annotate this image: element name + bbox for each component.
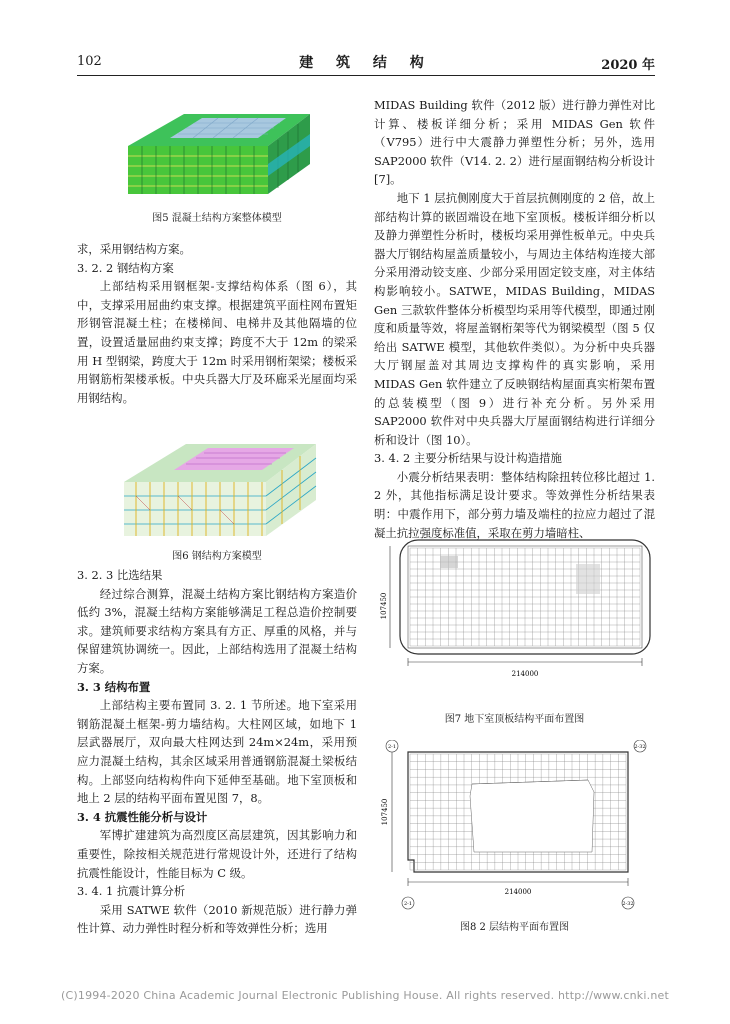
figure-8-dim-v: 107450 [381,798,389,826]
figure-8-floor-2-plan [378,740,656,912]
figure-7-caption: 图7 地下室顶板结构平面布置图 [444,714,585,725]
section-heading-3-4: 3. 4 抗震性能分析与设计 [77,809,208,824]
figure-8-caption: 图8 2 层结构平面布置图 [459,922,570,933]
paragraph: 经过综合测算，混凝土结构方案比钢结构方案造价低约 3%，混凝土结构方案能够满足工程总造价控制要求。建筑师要求结构方案具有方正、厚重的风格，并与保留建筑协调统一。因此，上部结构选用了混凝土结构方案。 [77,586,357,675]
section-heading-3-2-2: 3. 2. 2 钢结构方案 [77,260,174,275]
paragraph: 上部结构采用钢框架-支撑结构体系（图 6），其中，支撑采用屈曲约束支撑。根据建筑平面柱网布置矩形钢管混凝土柱；在楼梯间、电梯井及其他隔墙的位置，设置适量屈曲约束支撑；跨度不大于 12m 的梁采用 H 型钢梁，跨度大于 12m 时采用钢桁架梁；楼板采用钢筋桁架楼承板。中央兵器大厅及环廊采光屋面均采用钢结构。 [77,279,357,405]
figure-7-basement-plan [378,536,656,694]
axis-label: 2-1 [387,744,397,750]
copyright-footer: (C)1994-2020 China Academic Journal Electronic Publishing House. All rights reserved. http://www.cnki.net [61,989,669,1002]
left-column-lower [77,566,357,938]
section-heading-3-3: 3. 3 结构布置 [77,679,151,694]
section-heading-3-4-1: 3. 4. 1 抗震计算分析 [77,884,186,899]
axis-label: 2-32 [622,901,634,907]
section-heading-3-2-3: 3. 2. 3 比选结果 [77,568,163,582]
running-header [77,52,655,76]
axis-label: 2-1 [403,901,413,907]
paragraph: 小震分析结果表明：整体结构除扭转位移比超过 1. 2 外，其他指标满足设计要求。等效弹性分析结果表明：中震作用下，部分剪力墙及端柱的拉应力超过了混凝土抗拉强度标准值，采取在剪力墙暗柱、 [374,469,655,540]
paragraph: 军博扩建建筑为高烈度区高层建筑，因其影响力和重要性，除按相关规范进行常规设计外，还进行了结构抗震性能设计，性能目标为 C 级。 [77,828,357,880]
issue-year: 2020 年 [601,58,655,73]
page-number: 102 [77,54,102,69]
paragraph: MIDAS Building 软件（2012 版）进行静力弹性对比计算、楼板详细分析；采用 MIDAS Gen 软件（V795）进行中大震静力弹塑性分析；另外，选用 SAP2000 软件（V14. 2. 2）进行屋面钢结构分析设计[7]。 [374,98,655,187]
paragraph: 上部结构主要布置同 3. 2. 1 节所述。地下室采用钢筋混凝土框架-剪力墙结构。大柱网区域，如地下 1 层武器展厅，双向最大柱网达到 24m×24m，采用预应力混凝土结构，其余区域采用普通钢筋混凝土梁板结构。上部竖向结构构件向下延伸至基础。地下室顶板和地上 2 层的结构平面布置见图 7，8。 [77,698,357,806]
paragraph: 地下 1 层抗侧刚度大于首层抗侧刚度的 2 倍，故上部结构计算的嵌固端设在地下室顶板。楼板详细分析以及静力弹塑性分析时，楼板均采用弹性板单元。中央兵器大厅钢结构屋盖质量较小，与周边主体结构连接大部分采用滑动铰支座、少部分采用固定铰支座，对主体结构影响较小。SATWE，MIDAS Building，MIDAS Gen 三款软件整体分析模型均采用等代模型，即通过刚度和质量等效，将屋盖钢桁架等代为钢梁模型（图 5 仅给出 SATWE 模型，其他软件类似）。为分析中央兵器大厅钢屋盖对其周边支撑构件的真实影响，采用 MIDAS Gen 软件建立了反映钢结构屋面真实桁架布置的总装模型（图 9）进行补充分析。另外采用 SAP2000 软件对中央兵器大厅屋面钢结构进行详细分析和设计（图 10）。 [374,190,655,447]
figure-7-dim-v: 107450 [380,592,388,620]
right-column [374,96,655,542]
left-column-upper [77,240,357,407]
axis-label: 2-32 [634,744,646,750]
journal-title: 建 筑 结 构 [299,55,433,71]
paragraph: 求，采用钢结构方案。 [77,242,191,256]
figure-7-dim-h: 214000 [511,670,539,678]
figure-5-caption: 图5 混凝土结构方案整体模型 [152,213,282,224]
figure-6-steel-model [116,418,328,542]
figure-6-caption: 图6 钢结构方案模型 [172,551,262,562]
figure-8-dim-h: 214000 [504,888,532,896]
header-rule [77,75,655,76]
section-heading-3-4-2: 3. 4. 2 主要分析结果与设计构造措施 [374,451,562,466]
figure-5-concrete-model [118,84,326,204]
paragraph: 采用 SATWE 软件（2010 新规范版）进行静力弹性计算、动力弹性时程分析和等效弹性分析；选用 [77,902,357,936]
